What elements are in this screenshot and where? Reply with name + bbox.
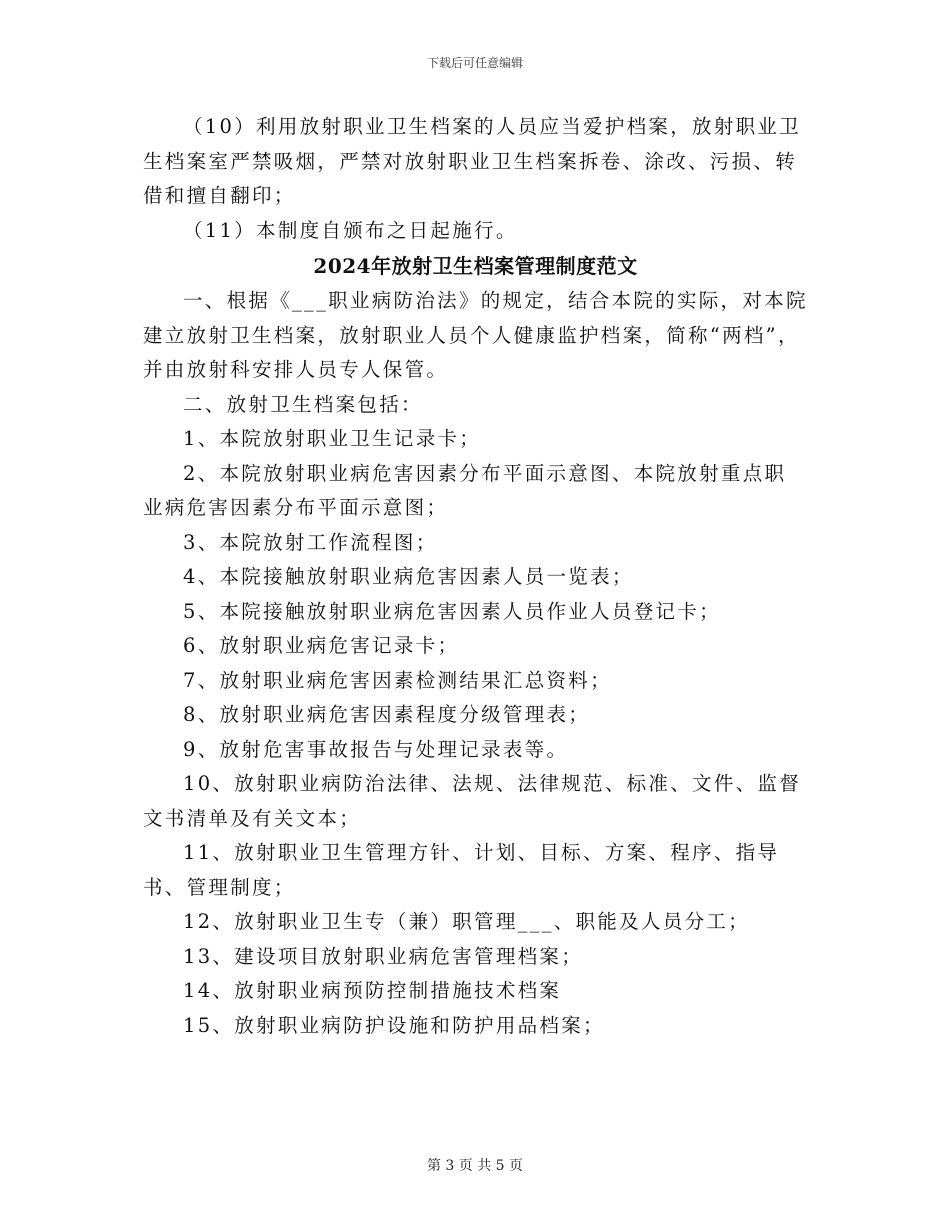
list-item: 2、本院放射职业病危害因素分布平面示意图、本院放射重点职业病危害因素分布平面示意图； [143, 461, 787, 519]
document-body [143, 110, 808, 1043]
page-indicator: 第 3 页 共 5 页 [426, 1158, 524, 1174]
list-item: 12、放射职业卫生专（兼）职管理___、职能及人员分工； [183, 910, 750, 933]
paragraph: （11）本制度自颁布之日起施行。 [183, 218, 518, 242]
list-item: 14、放射职业病预防控制措施技术档案 [183, 979, 562, 1002]
list-item: 9、放射危害事故报告与处理记录表等。 [183, 737, 569, 761]
paragraph: 二、放射卫生档案包括： [183, 392, 423, 416]
list-item: 4、本院接触放射职业病危害因素人员一览表； [183, 565, 634, 588]
list-item: 11、放射职业卫生管理方针、计划、目标、方案、程序、指导书、管理制度； [143, 841, 780, 899]
list-item: 13、建设项目放射职业病危害管理档案； [183, 944, 584, 968]
list-item: 7、放射职业病危害因素检测结果汇总资料； [183, 668, 612, 692]
list-item: 15、放射职业病防护设施和防护用品档案； [183, 1013, 605, 1037]
list-item: 3、本院放射工作流程图； [183, 530, 438, 554]
list-item: 10、放射职业病防治法律、法规、法律规范、标准、文件、监督文书清单及有关文本； [143, 772, 802, 830]
list-item: 5、本院接触放射职业病危害因素人员作业人员登记卡； [183, 599, 721, 623]
paragraph: 一、根据《___职业病防治法》的规定，结合本院的实际，对本院建立放射卫生档案，放射职业人员个人健康监护档案，简称“两档”，并由放射科安排人员专人保管。 [143, 289, 808, 381]
list-item: 8、放射职业病危害因素程度分级管理表； [183, 703, 591, 726]
list-item: 6、放射职业病危害记录卡； [183, 634, 460, 657]
header-note: 下载后可任意编辑 [426, 56, 523, 70]
list-item: 1、本院放射职业卫生记录卡； [183, 427, 482, 450]
document-title: 2024年放射卫生档案管理制度范文 [313, 254, 638, 278]
paragraph: （10）利用放射职业卫生档案的人员应当爱护档案，放射职业卫生档案室严禁吸烟，严禁对放射职业卫生档案拆卷、涂改、污损、转借和擅自翻印； [143, 115, 802, 207]
